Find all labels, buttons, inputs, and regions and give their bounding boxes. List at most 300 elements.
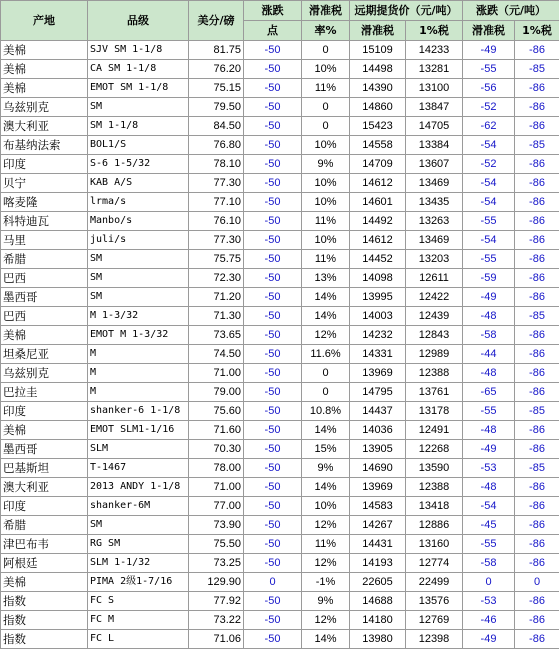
price-cell: 75.50: [189, 535, 244, 554]
change-points-cell: -50: [244, 79, 302, 98]
table-row: [1, 174, 559, 193]
forward-1pct-cell: 12769: [406, 611, 463, 630]
grade-cell: SM: [88, 516, 189, 535]
table-row: [1, 231, 559, 250]
forward-1pct-cell: 12422: [406, 288, 463, 307]
forward-1pct-cell: 13100: [406, 79, 463, 98]
change-points-cell: -50: [244, 611, 302, 630]
grade-cell: lrma/s: [88, 193, 189, 212]
price-cell: 81.75: [189, 41, 244, 60]
header-change-points-top: 涨跌: [244, 1, 302, 21]
tax-rate-cell: 0: [302, 41, 350, 60]
change-sliding-cell: -52: [463, 98, 515, 117]
table-row: [1, 554, 559, 573]
forward-1pct-cell: 14233: [406, 41, 463, 60]
forward-sliding-cell: 14036: [350, 421, 406, 440]
change-1pct-cell: -86: [515, 535, 559, 554]
origin-cell: 乌兹别克: [1, 98, 88, 117]
origin-cell: 坦桑尼亚: [1, 345, 88, 364]
tax-rate-cell: 11%: [302, 535, 350, 554]
price-cell: 71.00: [189, 364, 244, 383]
grade-cell: BOL1/S: [88, 136, 189, 155]
origin-cell: 墨西哥: [1, 288, 88, 307]
forward-sliding-cell: 14690: [350, 459, 406, 478]
table-row: [1, 250, 559, 269]
table-header: [1, 1, 559, 41]
tax-rate-cell: 10%: [302, 60, 350, 79]
change-points-cell: -50: [244, 440, 302, 459]
change-points-cell: -50: [244, 497, 302, 516]
forward-sliding-cell: 14558: [350, 136, 406, 155]
grade-cell: EMOT M 1-3/32: [88, 326, 189, 345]
forward-sliding-cell: 14795: [350, 383, 406, 402]
tax-rate-cell: 14%: [302, 478, 350, 497]
forward-1pct-cell: 14705: [406, 117, 463, 136]
price-cell: 71.30: [189, 307, 244, 326]
tax-rate-cell: 11%: [302, 212, 350, 231]
table-row: [1, 573, 559, 592]
header-change-yuan: 涨跌（元/吨）: [463, 1, 559, 21]
change-sliding-cell: -49: [463, 41, 515, 60]
origin-cell: 马里: [1, 231, 88, 250]
origin-cell: 印度: [1, 402, 88, 421]
table-row: [1, 98, 559, 117]
change-points-cell: -50: [244, 212, 302, 231]
price-cell: 79.50: [189, 98, 244, 117]
change-sliding-cell: -53: [463, 592, 515, 611]
change-1pct-cell: -86: [515, 174, 559, 193]
tax-rate-cell: 13%: [302, 269, 350, 288]
price-cell: 79.00: [189, 383, 244, 402]
change-sliding-cell: -48: [463, 421, 515, 440]
header-forward-sliding: 滑准税: [350, 21, 406, 41]
price-cell: 76.10: [189, 212, 244, 231]
forward-sliding-cell: 14437: [350, 402, 406, 421]
change-sliding-cell: -55: [463, 212, 515, 231]
change-points-cell: -50: [244, 117, 302, 136]
forward-1pct-cell: 22499: [406, 573, 463, 592]
grade-cell: M 1-3/32: [88, 307, 189, 326]
origin-cell: 希腊: [1, 250, 88, 269]
header-tax-rate-top: 滑准税: [302, 1, 350, 21]
forward-1pct-cell: 13590: [406, 459, 463, 478]
header-change-1pct: 1%税: [515, 21, 559, 41]
grade-cell: SM: [88, 288, 189, 307]
forward-sliding-cell: 14390: [350, 79, 406, 98]
origin-cell: 巴基斯坦: [1, 459, 88, 478]
forward-sliding-cell: 14709: [350, 155, 406, 174]
forward-1pct-cell: 13281: [406, 60, 463, 79]
origin-cell: 印度: [1, 497, 88, 516]
forward-sliding-cell: 14612: [350, 174, 406, 193]
change-1pct-cell: -86: [515, 630, 559, 649]
price-cell: 77.92: [189, 592, 244, 611]
tax-rate-cell: 10%: [302, 497, 350, 516]
tax-rate-cell: 11%: [302, 79, 350, 98]
origin-cell: 美棉: [1, 326, 88, 345]
forward-sliding-cell: 14232: [350, 326, 406, 345]
change-1pct-cell: -85: [515, 136, 559, 155]
forward-sliding-cell: 13995: [350, 288, 406, 307]
change-sliding-cell: 0: [463, 573, 515, 592]
forward-sliding-cell: 15109: [350, 41, 406, 60]
origin-cell: 指数: [1, 611, 88, 630]
tax-rate-cell: 11.6%: [302, 345, 350, 364]
forward-1pct-cell: 12886: [406, 516, 463, 535]
table-row: [1, 79, 559, 98]
grade-cell: SLM: [88, 440, 189, 459]
price-cell: 77.10: [189, 193, 244, 212]
forward-1pct-cell: 13847: [406, 98, 463, 117]
tax-rate-cell: 0: [302, 383, 350, 402]
change-points-cell: -50: [244, 383, 302, 402]
tax-rate-cell: 0: [302, 117, 350, 136]
grade-cell: EMOT SLM1-1/16: [88, 421, 189, 440]
tax-rate-cell: 10%: [302, 174, 350, 193]
change-points-cell: -50: [244, 193, 302, 212]
change-1pct-cell: -86: [515, 231, 559, 250]
forward-1pct-cell: 13435: [406, 193, 463, 212]
change-1pct-cell: -86: [515, 497, 559, 516]
change-1pct-cell: -86: [515, 554, 559, 573]
change-sliding-cell: -55: [463, 535, 515, 554]
forward-1pct-cell: 12388: [406, 364, 463, 383]
price-cell: 72.30: [189, 269, 244, 288]
change-1pct-cell: -86: [515, 155, 559, 174]
change-points-cell: -50: [244, 136, 302, 155]
change-points-cell: -50: [244, 478, 302, 497]
table-row: [1, 345, 559, 364]
change-sliding-cell: -44: [463, 345, 515, 364]
tax-rate-cell: 9%: [302, 592, 350, 611]
header-price: 美分/磅: [189, 1, 244, 41]
change-points-cell: -50: [244, 288, 302, 307]
change-1pct-cell: -86: [515, 383, 559, 402]
price-cell: 71.20: [189, 288, 244, 307]
forward-1pct-cell: 12611: [406, 269, 463, 288]
tax-rate-cell: 10%: [302, 136, 350, 155]
origin-cell: 美棉: [1, 421, 88, 440]
forward-1pct-cell: 12843: [406, 326, 463, 345]
price-cell: 77.30: [189, 231, 244, 250]
grade-cell: KAB A/S: [88, 174, 189, 193]
grade-cell: SJV SM 1-1/8: [88, 41, 189, 60]
table-row: [1, 497, 559, 516]
change-sliding-cell: -56: [463, 79, 515, 98]
forward-sliding-cell: 14498: [350, 60, 406, 79]
grade-cell: S-6 1-5/32: [88, 155, 189, 174]
change-points-cell: -50: [244, 592, 302, 611]
change-points-cell: -50: [244, 250, 302, 269]
change-points-cell: -50: [244, 174, 302, 193]
price-cell: 77.30: [189, 174, 244, 193]
price-cell: 78.00: [189, 459, 244, 478]
grade-cell: SM 1-1/8: [88, 117, 189, 136]
change-1pct-cell: -85: [515, 60, 559, 79]
table-row: [1, 630, 559, 649]
origin-cell: 美棉: [1, 41, 88, 60]
change-sliding-cell: -65: [463, 383, 515, 402]
grade-cell: RG SM: [88, 535, 189, 554]
forward-sliding-cell: 14098: [350, 269, 406, 288]
grade-cell: SM: [88, 250, 189, 269]
tax-rate-cell: 15%: [302, 440, 350, 459]
table-body: [1, 41, 559, 649]
table-row: [1, 459, 559, 478]
forward-sliding-cell: 22605: [350, 573, 406, 592]
change-sliding-cell: -58: [463, 554, 515, 573]
table-row: [1, 136, 559, 155]
price-cell: 77.00: [189, 497, 244, 516]
change-sliding-cell: -59: [463, 269, 515, 288]
forward-1pct-cell: 12268: [406, 440, 463, 459]
price-cell: 73.25: [189, 554, 244, 573]
change-points-cell: -50: [244, 345, 302, 364]
header-tax-rate-bottom: 率%: [302, 21, 350, 41]
change-1pct-cell: -86: [515, 288, 559, 307]
header-origin: 产地: [1, 1, 88, 41]
forward-sliding-cell: 14492: [350, 212, 406, 231]
forward-1pct-cell: 12989: [406, 345, 463, 364]
change-sliding-cell: -55: [463, 402, 515, 421]
grade-cell: T-1467: [88, 459, 189, 478]
origin-cell: 津巴布韦: [1, 535, 88, 554]
grade-cell: PIMA 2级1-7/16: [88, 573, 189, 592]
change-1pct-cell: -85: [515, 459, 559, 478]
price-cell: 73.90: [189, 516, 244, 535]
forward-sliding-cell: 13969: [350, 364, 406, 383]
forward-sliding-cell: 14003: [350, 307, 406, 326]
table-row: [1, 60, 559, 79]
origin-cell: 美棉: [1, 60, 88, 79]
change-points-cell: -50: [244, 98, 302, 117]
grade-cell: SM: [88, 269, 189, 288]
change-points-cell: -50: [244, 269, 302, 288]
origin-cell: 喀麦隆: [1, 193, 88, 212]
origin-cell: 巴拉圭: [1, 383, 88, 402]
change-sliding-cell: -45: [463, 516, 515, 535]
forward-sliding-cell: 14452: [350, 250, 406, 269]
grade-cell: juli/s: [88, 231, 189, 250]
tax-rate-cell: 14%: [302, 288, 350, 307]
table-row: [1, 516, 559, 535]
table-row: [1, 269, 559, 288]
change-points-cell: -50: [244, 231, 302, 250]
origin-cell: 美棉: [1, 79, 88, 98]
header-change-sliding: 滑准税: [463, 21, 515, 41]
header-forward-1pct: 1%税: [406, 21, 463, 41]
forward-sliding-cell: 14688: [350, 592, 406, 611]
change-1pct-cell: -86: [515, 98, 559, 117]
origin-cell: 指数: [1, 630, 88, 649]
change-points-cell: -50: [244, 535, 302, 554]
table-row: [1, 592, 559, 611]
change-points-cell: -50: [244, 459, 302, 478]
tax-rate-cell: 9%: [302, 155, 350, 174]
forward-sliding-cell: 14267: [350, 516, 406, 535]
forward-1pct-cell: 13178: [406, 402, 463, 421]
origin-cell: 希腊: [1, 516, 88, 535]
change-1pct-cell: -86: [515, 421, 559, 440]
change-1pct-cell: -86: [515, 364, 559, 383]
change-points-cell: -50: [244, 516, 302, 535]
change-sliding-cell: -48: [463, 478, 515, 497]
change-sliding-cell: -55: [463, 250, 515, 269]
forward-sliding-cell: 14583: [350, 497, 406, 516]
origin-cell: 澳大利亚: [1, 117, 88, 136]
change-1pct-cell: -86: [515, 193, 559, 212]
table-row: [1, 288, 559, 307]
grade-cell: FC M: [88, 611, 189, 630]
price-cell: 73.22: [189, 611, 244, 630]
change-1pct-cell: -86: [515, 326, 559, 345]
table-row: [1, 307, 559, 326]
forward-1pct-cell: 12398: [406, 630, 463, 649]
change-1pct-cell: -86: [515, 440, 559, 459]
origin-cell: 阿根廷: [1, 554, 88, 573]
change-1pct-cell: -86: [515, 41, 559, 60]
grade-cell: shanker-6M: [88, 497, 189, 516]
price-cell: 78.10: [189, 155, 244, 174]
forward-1pct-cell: 13469: [406, 231, 463, 250]
forward-1pct-cell: 13418: [406, 497, 463, 516]
price-cell: 76.80: [189, 136, 244, 155]
forward-1pct-cell: 13576: [406, 592, 463, 611]
change-points-cell: -50: [244, 421, 302, 440]
price-cell: 75.75: [189, 250, 244, 269]
origin-cell: 乌兹别克: [1, 364, 88, 383]
header-forward-price: 远期提货价（元/吨）: [350, 1, 463, 21]
origin-cell: 指数: [1, 592, 88, 611]
forward-sliding-cell: 14601: [350, 193, 406, 212]
change-1pct-cell: -86: [515, 117, 559, 136]
grade-cell: SLM 1-1/32: [88, 554, 189, 573]
change-sliding-cell: -55: [463, 60, 515, 79]
change-points-cell: -50: [244, 326, 302, 345]
change-1pct-cell: -85: [515, 307, 559, 326]
change-1pct-cell: -86: [515, 345, 559, 364]
grade-cell: M: [88, 383, 189, 402]
change-points-cell: -50: [244, 155, 302, 174]
tax-rate-cell: 10%: [302, 193, 350, 212]
tax-rate-cell: 11%: [302, 250, 350, 269]
table-row: [1, 155, 559, 174]
forward-sliding-cell: 14860: [350, 98, 406, 117]
tax-rate-cell: 12%: [302, 611, 350, 630]
tax-rate-cell: 9%: [302, 459, 350, 478]
forward-sliding-cell: 14431: [350, 535, 406, 554]
forward-1pct-cell: 13160: [406, 535, 463, 554]
grade-cell: shanker-6 1-1/8: [88, 402, 189, 421]
change-sliding-cell: -58: [463, 326, 515, 345]
grade-cell: Manbo/s: [88, 212, 189, 231]
change-points-cell: -50: [244, 630, 302, 649]
forward-1pct-cell: 12491: [406, 421, 463, 440]
origin-cell: 墨西哥: [1, 440, 88, 459]
change-1pct-cell: -86: [515, 478, 559, 497]
table-row: [1, 117, 559, 136]
origin-cell: 贝宁: [1, 174, 88, 193]
table-row: [1, 611, 559, 630]
grade-cell: CA SM 1-1/8: [88, 60, 189, 79]
change-sliding-cell: -49: [463, 288, 515, 307]
forward-1pct-cell: 12774: [406, 554, 463, 573]
table-row: [1, 440, 559, 459]
price-cell: 74.50: [189, 345, 244, 364]
table-row: [1, 402, 559, 421]
change-sliding-cell: -48: [463, 307, 515, 326]
forward-sliding-cell: 15423: [350, 117, 406, 136]
change-1pct-cell: -86: [515, 212, 559, 231]
tax-rate-cell: 14%: [302, 421, 350, 440]
forward-sliding-cell: 14612: [350, 231, 406, 250]
change-1pct-cell: -86: [515, 250, 559, 269]
change-sliding-cell: -52: [463, 155, 515, 174]
change-1pct-cell: -86: [515, 611, 559, 630]
grade-cell: M: [88, 364, 189, 383]
price-cell: 75.60: [189, 402, 244, 421]
tax-rate-cell: 10%: [302, 231, 350, 250]
grade-cell: SM: [88, 98, 189, 117]
forward-sliding-cell: 14180: [350, 611, 406, 630]
price-cell: 84.50: [189, 117, 244, 136]
forward-1pct-cell: 13203: [406, 250, 463, 269]
change-points-cell: 0: [244, 573, 302, 592]
change-points-cell: -50: [244, 41, 302, 60]
forward-1pct-cell: 12388: [406, 478, 463, 497]
origin-cell: 印度: [1, 155, 88, 174]
forward-sliding-cell: 14193: [350, 554, 406, 573]
change-points-cell: -50: [244, 364, 302, 383]
tax-rate-cell: 14%: [302, 630, 350, 649]
grade-cell: M: [88, 345, 189, 364]
grade-cell: FC L: [88, 630, 189, 649]
change-1pct-cell: -86: [515, 79, 559, 98]
price-cell: 129.90: [189, 573, 244, 592]
origin-cell: 美棉: [1, 573, 88, 592]
price-cell: 70.30: [189, 440, 244, 459]
forward-1pct-cell: 13469: [406, 174, 463, 193]
change-sliding-cell: -54: [463, 174, 515, 193]
forward-sliding-cell: 13969: [350, 478, 406, 497]
change-sliding-cell: -53: [463, 459, 515, 478]
forward-1pct-cell: 13761: [406, 383, 463, 402]
tax-rate-cell: 10.8%: [302, 402, 350, 421]
table-row: [1, 193, 559, 212]
table-row: [1, 478, 559, 497]
origin-cell: 巴西: [1, 307, 88, 326]
table-row: [1, 383, 559, 402]
grade-cell: FC S: [88, 592, 189, 611]
header-change-points-bottom: 点: [244, 21, 302, 41]
table-row: [1, 535, 559, 554]
forward-1pct-cell: 12439: [406, 307, 463, 326]
change-sliding-cell: -54: [463, 136, 515, 155]
grade-cell: EMOT SM 1-1/8: [88, 79, 189, 98]
price-cell: 71.06: [189, 630, 244, 649]
change-sliding-cell: -54: [463, 231, 515, 250]
table-row: [1, 212, 559, 231]
change-1pct-cell: -85: [515, 402, 559, 421]
tax-rate-cell: -1%: [302, 573, 350, 592]
tax-rate-cell: 14%: [302, 307, 350, 326]
change-1pct-cell: -86: [515, 516, 559, 535]
forward-sliding-cell: 13980: [350, 630, 406, 649]
change-1pct-cell: -86: [515, 269, 559, 288]
forward-sliding-cell: 14331: [350, 345, 406, 364]
tax-rate-cell: 12%: [302, 326, 350, 345]
price-cell: 71.60: [189, 421, 244, 440]
